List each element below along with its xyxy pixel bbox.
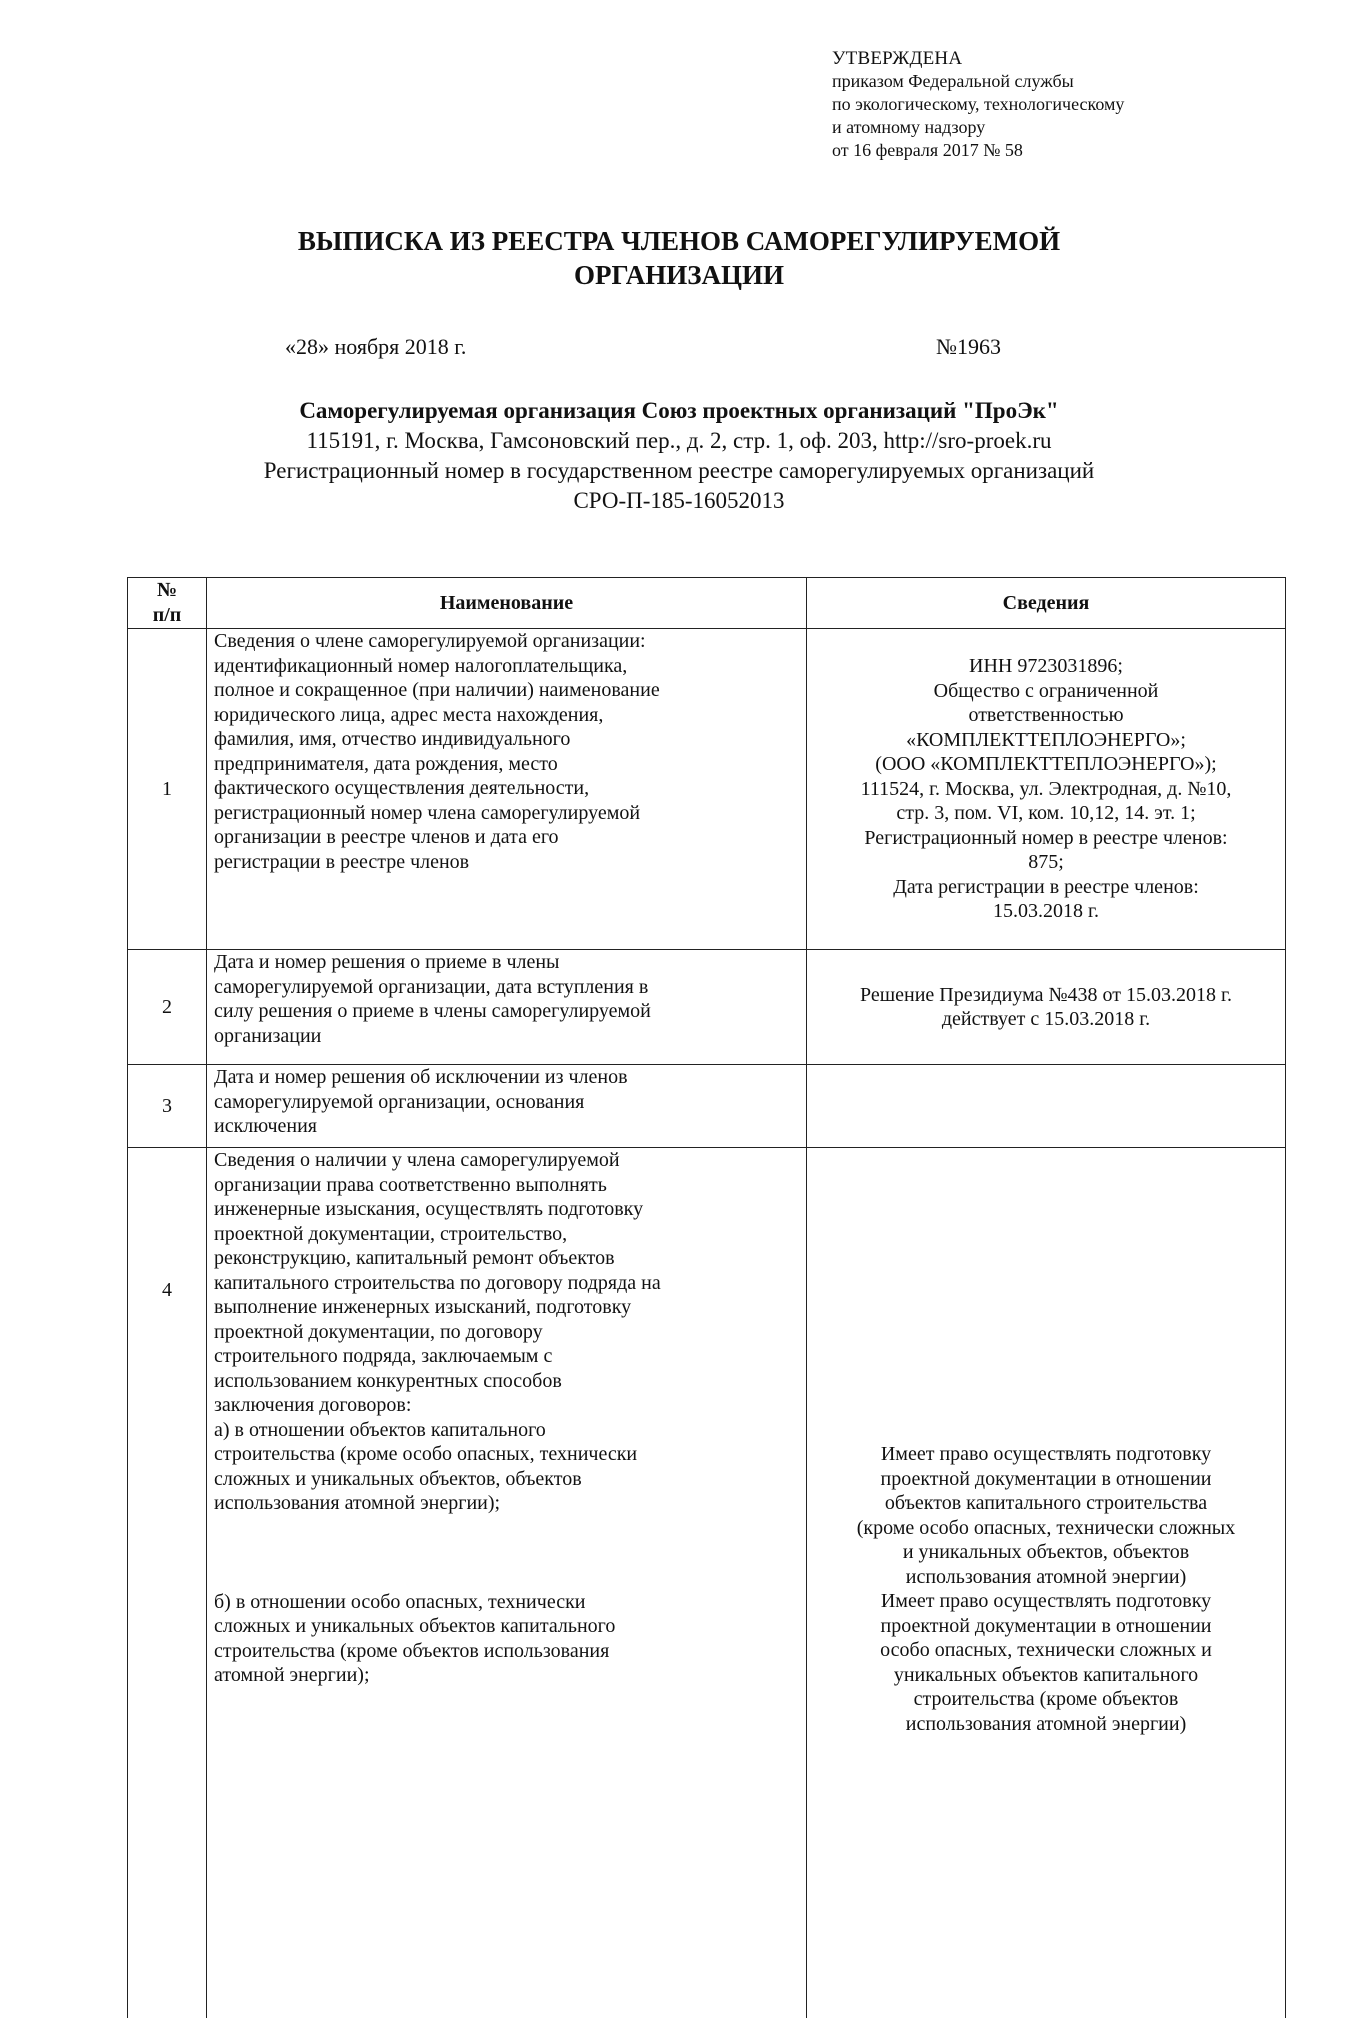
- extract-number: №1963: [936, 333, 1001, 361]
- row-name-line: Сведения о наличии у члена саморегулируемой: [214, 1148, 799, 1173]
- right-b-line: Имеет право осуществлять подготовку: [814, 1589, 1278, 1614]
- header-info: Сведения: [807, 578, 1286, 629]
- spacer: [814, 1148, 1278, 1442]
- admission-effective: действует с 15.03.2018 г.: [814, 1007, 1278, 1032]
- sub-item-b-line: сложных и уникальных объектов капитального: [214, 1614, 799, 1639]
- row-name-line: фактического осуществления деятельности,: [214, 776, 799, 801]
- row-name-line: организации: [214, 1024, 799, 1049]
- right-a-line: (кроме особо опасных, технически сложных: [814, 1516, 1278, 1541]
- member-full-name: «КОМПЛЕКТТЕПЛОЭНЕРГО»;: [814, 728, 1278, 753]
- document-title-line: ОРГАНИЗАЦИИ: [0, 258, 1358, 292]
- approval-heading: УТВЕРЖДЕНА: [832, 47, 1124, 70]
- organization-registry-label: Регистрационный номер в государственном реестре саморегулируемых организаций: [0, 456, 1358, 486]
- right-a-line: объектов капитального строительства: [814, 1491, 1278, 1516]
- header-number-symbol: №: [135, 578, 199, 603]
- row-name-line: регистрации в реестре членов: [214, 850, 799, 875]
- row-name-line: регистрационный номер члена саморегулируемой: [214, 801, 799, 826]
- member-reg-date-label: Дата регистрации в реестре членов:: [814, 875, 1278, 900]
- row-name-line: проектной документации, по договору: [214, 1320, 799, 1345]
- approval-line: от 16 февраля 2017 № 58: [832, 139, 1124, 162]
- extract-date: «28» ноября 2018 г.: [285, 333, 466, 361]
- approval-block: [832, 47, 1124, 162]
- row-name: [207, 950, 807, 1065]
- row-info: [807, 629, 1286, 950]
- row-name: [207, 1148, 807, 2018]
- row-name-line: проектной документации, строительство,: [214, 1222, 799, 1247]
- right-b-line: проектной документации в отношении: [814, 1614, 1278, 1639]
- row-name-line: предпринимателя, дата рождения, место: [214, 752, 799, 777]
- table-row: [128, 1065, 1286, 1148]
- header-number: [128, 578, 207, 629]
- organization-registry-number: СРО-П-185-16052013: [0, 486, 1358, 516]
- spacer: [214, 1516, 799, 1590]
- right-a-line: и уникальных объектов, объектов: [814, 1540, 1278, 1565]
- registry-table: [127, 577, 1286, 2018]
- header-number-abbr: п/п: [135, 603, 199, 628]
- row-number: 2: [128, 950, 207, 1065]
- member-short-name: (ООО «КОМПЛЕКТТЕПЛОЭНЕРГО»);: [814, 752, 1278, 777]
- row-info: [807, 950, 1286, 1065]
- right-a-line: Имеет право осуществлять подготовку: [814, 1442, 1278, 1467]
- right-b-line: уникальных объектов капитального: [814, 1663, 1278, 1688]
- approval-line: приказом Федеральной службы: [832, 70, 1124, 93]
- approval-line: по экологическому, технологическому: [832, 93, 1124, 116]
- right-a-line: использования атомной энергии): [814, 1565, 1278, 1590]
- row-name-line: реконструкцию, капитальный ремонт объектов: [214, 1246, 799, 1271]
- member-full-name: Общество с ограниченной: [814, 679, 1278, 704]
- row-name-line: Дата и номер решения о приеме в члены: [214, 950, 799, 975]
- organization-name: Саморегулируемая организация Союз проектных организаций "ПроЭк": [0, 396, 1358, 426]
- row-number: 3: [128, 1065, 207, 1148]
- row-name-line: строительного подряда, заключаемым с: [214, 1344, 799, 1369]
- member-reg-number: 875;: [814, 850, 1278, 875]
- row-number: 4: [128, 1148, 207, 2018]
- sub-item-a-line: использования атомной энергии);: [214, 1491, 799, 1516]
- admission-decision: Решение Президиума №438 от 15.03.2018 г.: [814, 983, 1278, 1008]
- row-name-line: идентификационный номер налогоплательщика,: [214, 654, 799, 679]
- row-number: 1: [128, 629, 207, 950]
- row-name-line: организации права соответственно выполнять: [214, 1173, 799, 1198]
- table-row: [128, 1148, 1286, 2018]
- row-info: [807, 1148, 1286, 2018]
- row-name-line: силу решения о приеме в члены саморегулируемой: [214, 999, 799, 1024]
- row-name-line: исключения: [214, 1114, 799, 1139]
- row-name: [207, 629, 807, 950]
- sub-item-a-line: строительства (кроме особо опасных, технически: [214, 1442, 799, 1467]
- row-name-line: капитального строительства по договору подряда на: [214, 1271, 799, 1296]
- approval-line: и атомному надзору: [832, 116, 1124, 139]
- right-b-line: особо опасных, технически сложных и: [814, 1638, 1278, 1663]
- sub-item-b-line: б) в отношении особо опасных, технически: [214, 1590, 799, 1615]
- header-name: Наименование: [207, 578, 807, 629]
- member-address: стр. 3, пом. VI, ком. 10,12, 14. эт. 1;: [814, 801, 1278, 826]
- member-reg-date: 15.03.2018 г.: [814, 899, 1278, 924]
- table-row: [128, 950, 1286, 1065]
- right-b-line: использования атомной энергии): [814, 1712, 1278, 1737]
- row-name-line: юридического лица, адрес места нахождения,: [214, 703, 799, 728]
- sub-item-a-line: а) в отношении объектов капитального: [214, 1418, 799, 1443]
- row-name-line: инженерные изыскания, осуществлять подготовку: [214, 1197, 799, 1222]
- table-header-row: [128, 578, 1286, 629]
- row-name-line: саморегулируемой организации, дата вступления в: [214, 975, 799, 1000]
- row-name-line: организации в реестре членов и дата его: [214, 825, 799, 850]
- organization-address: 115191, г. Москва, Гамсоновский пер., д. 2, стр. 1, оф. 203, http://sro-proek.ru: [0, 426, 1358, 456]
- document-title: [0, 224, 1358, 292]
- row-name: [207, 1065, 807, 1148]
- table-row: [128, 629, 1286, 950]
- row-name-line: полное и сокращенное (при наличии) наименование: [214, 678, 799, 703]
- sub-item-b-line: атомной энергии);: [214, 1663, 799, 1688]
- member-full-name: ответственностью: [814, 703, 1278, 728]
- row-name-line: использованием конкурентных способов: [214, 1369, 799, 1394]
- row-name-line: саморегулируемой организации, основания: [214, 1090, 799, 1115]
- right-a-line: проектной документации в отношении: [814, 1467, 1278, 1492]
- member-address: 111524, г. Москва, ул. Электродная, д. №10,: [814, 777, 1278, 802]
- right-b-line: строительства (кроме объектов: [814, 1687, 1278, 1712]
- sub-item-a-line: сложных и уникальных объектов, объектов: [214, 1467, 799, 1492]
- row-name-line: заключения договоров:: [214, 1393, 799, 1418]
- row-info-empty: [807, 1065, 1286, 1148]
- row-name-line: выполнение инженерных изысканий, подготовку: [214, 1295, 799, 1320]
- document-title-line: ВЫПИСКА ИЗ РЕЕСТРА ЧЛЕНОВ САМОРЕГУЛИРУЕМОЙ: [0, 224, 1358, 258]
- member-inn: ИНН 9723031896;: [814, 654, 1278, 679]
- row-name-line: Дата и номер решения об исключении из членов: [214, 1065, 799, 1090]
- row-name-line: Сведения о члене саморегулируемой организации:: [214, 629, 799, 654]
- sub-item-b-line: строительства (кроме объектов использования: [214, 1639, 799, 1664]
- organization-block: [0, 396, 1358, 516]
- row-name-line: фамилия, имя, отчество индивидуального: [214, 727, 799, 752]
- member-reg-number-label: Регистрационный номер в реестре членов:: [814, 826, 1278, 851]
